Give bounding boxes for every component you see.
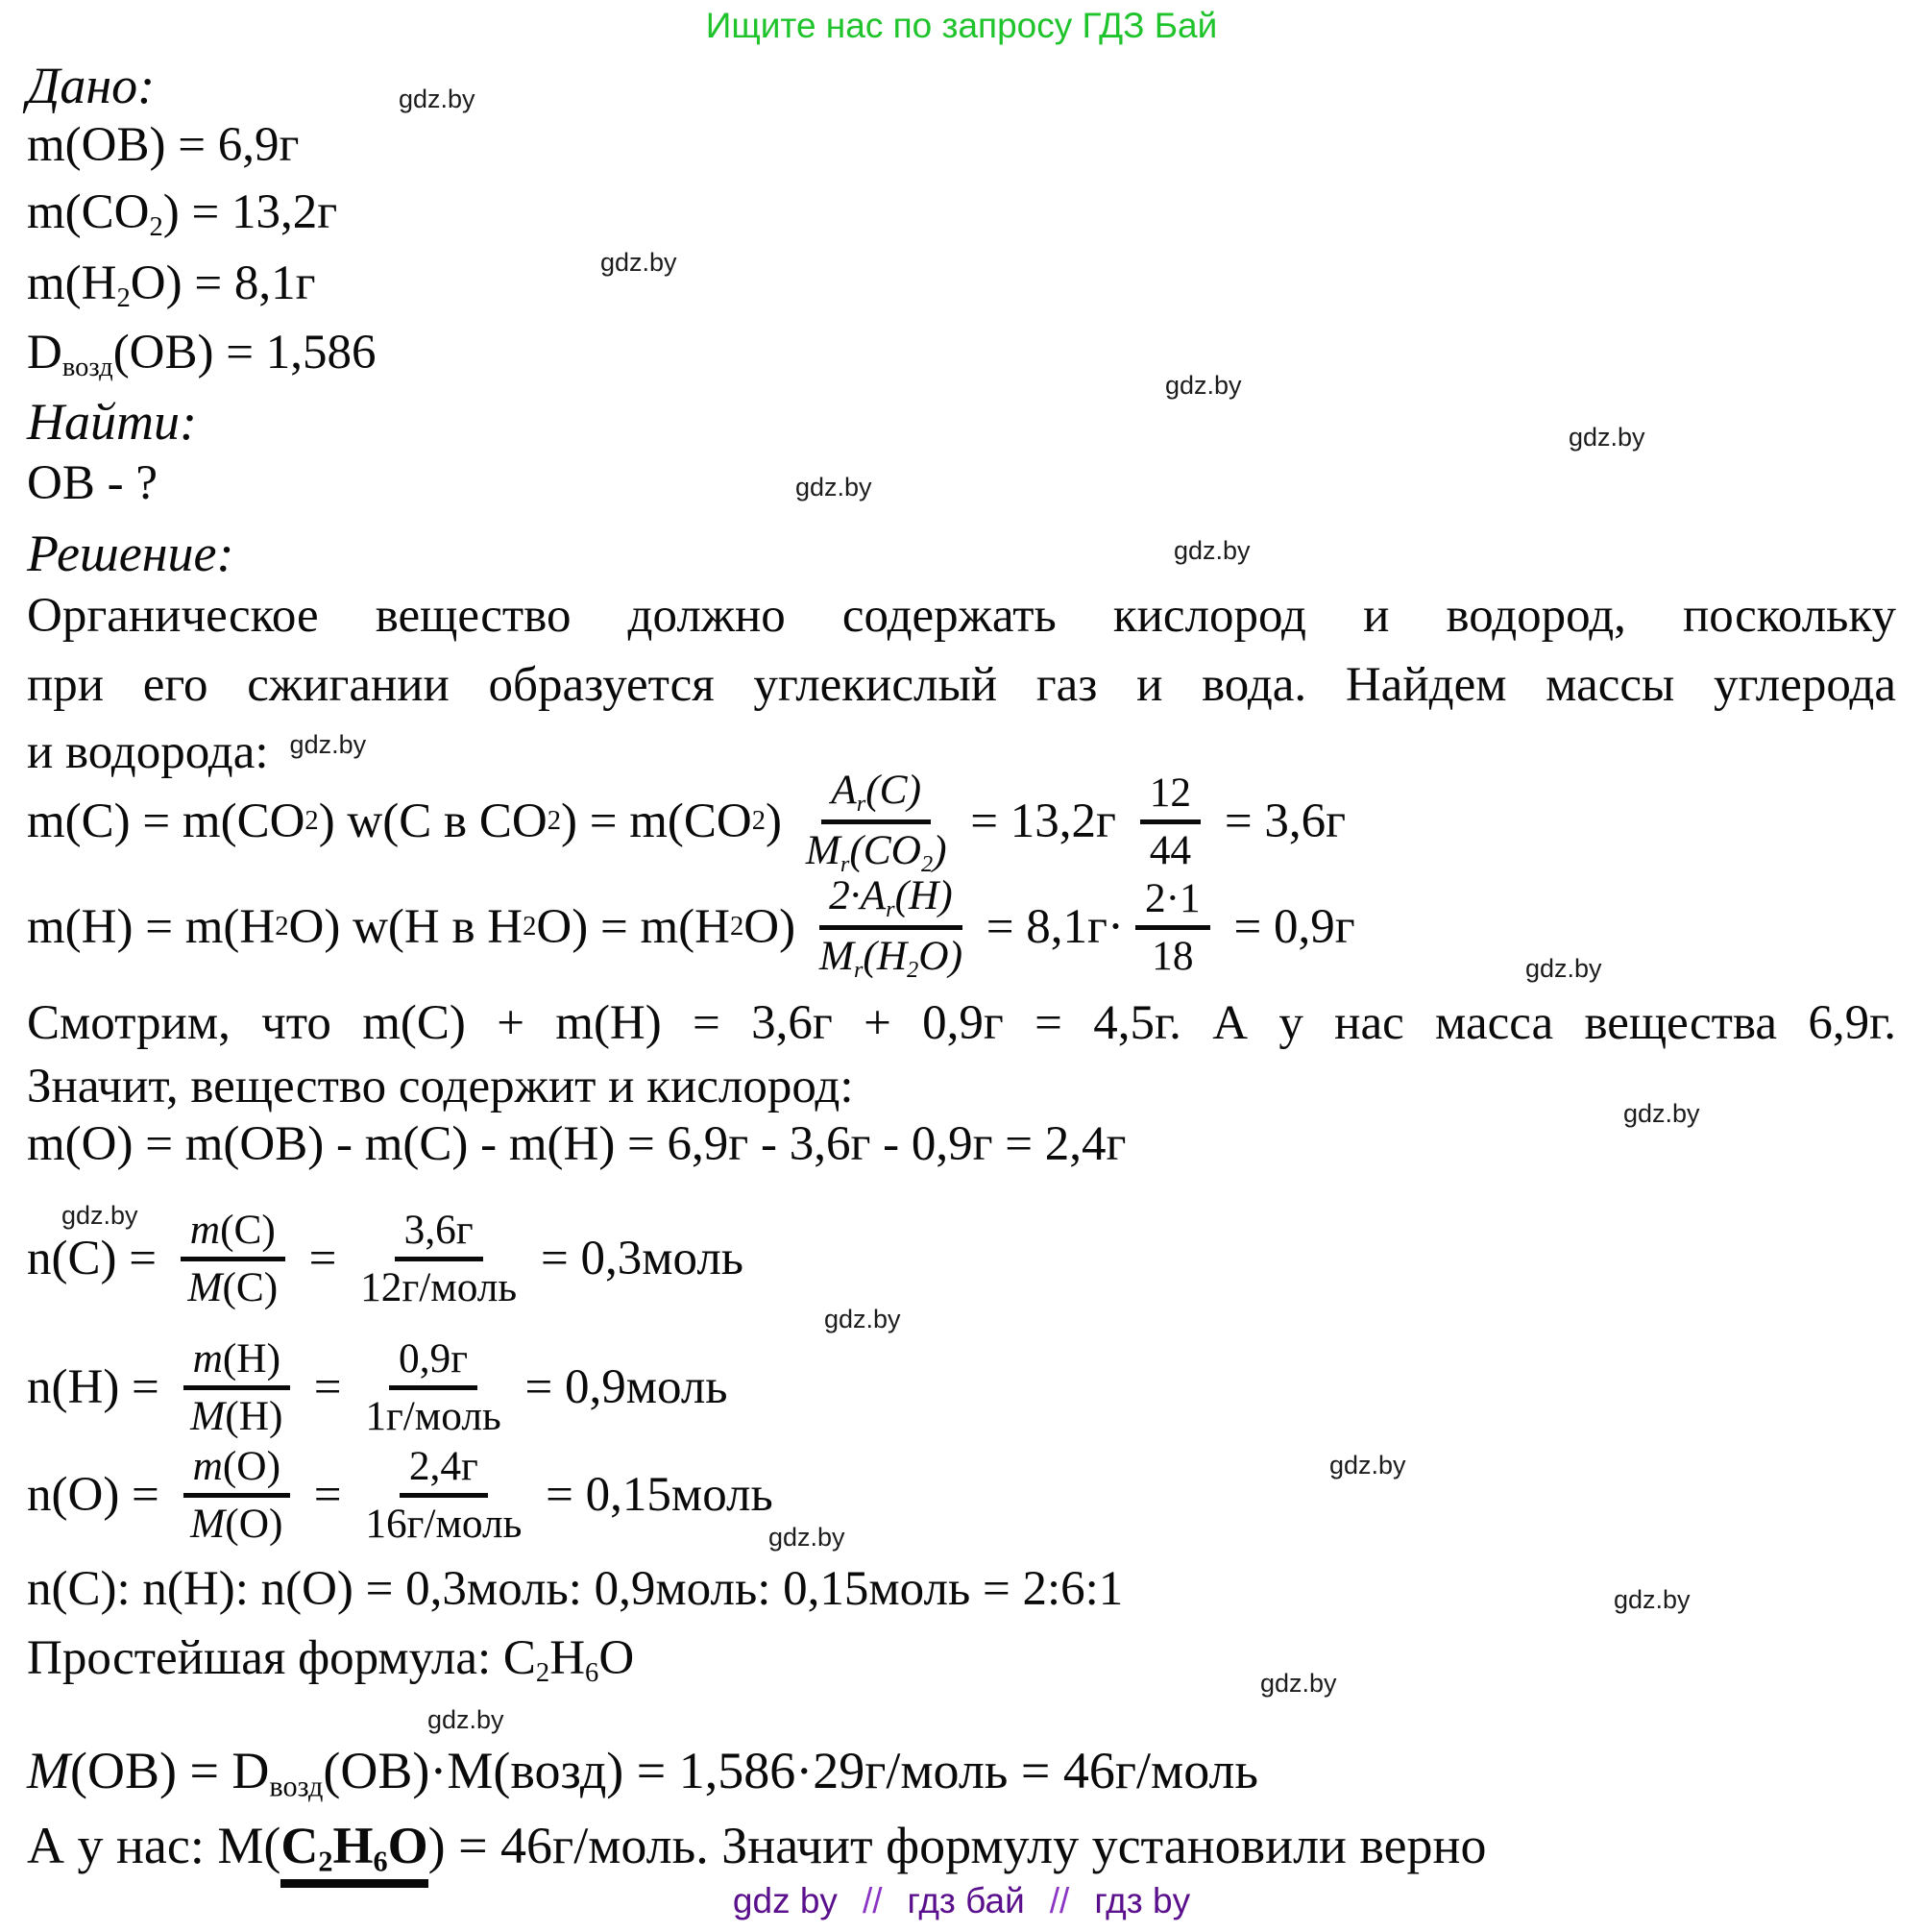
gdz-watermark: gdz.by [1260,1669,1337,1698]
footer-separator-1: // [862,1881,883,1920]
formula-mass-hydrogen: m(H) = m(H 2 O) w(H в H 2 O) = m(H 2 O) $\frac{2\cdot Ar(H)}{Mr(H2O)}$ = 8,1г· $\frac{2\cdot 1}{18}$ = 0,9г [27,872,1355,983]
fraction: $\frac{3,6г}{\text{12г/моль}}$ [360,1207,518,1310]
gdz-watermark: gdz.by [1165,371,1242,400]
gdz-watermark: gdz.by [824,1305,901,1333]
solution-paragraph-line3-text: и водорода: [27,725,269,779]
formula-moles-oxygen: n(О) = $\frac{m(О)}{M(О)}$ = $\frac{2,4г}{\text{16г/моль}}$ = 0,15моль [27,1443,773,1547]
gdz-watermark: gdz.by [795,473,872,501]
given-density-air: $D_{возд}(ОВ) = 1,586$ [27,326,377,382]
gdz-watermark: gdz.by [61,1201,138,1230]
gdz-watermark: gdz.by [1525,954,1602,983]
fraction: $\frac{0,9г}{\text{1г/моль}}$ [365,1335,501,1439]
footer-brand-3: гдз by [1094,1881,1191,1920]
page-title: Ищите нас по запросу ГДЗ Бай [705,6,1218,45]
gdz-watermark: gdz.by [1174,536,1251,565]
empirical-formula-line: Простейшая формула: $C_2H_6O$ [27,1631,635,1688]
given-label: Дано: [27,57,156,114]
gdz-watermark: gdz.by [1614,1585,1691,1614]
fraction: $\frac{12}{44}$ [1140,770,1201,873]
footer-separator-2: // [1049,1881,1070,1920]
fraction: $\frac{Ar(C)}{Mr(CO2)}$ [805,767,947,877]
gdz-watermark: gdz.by [768,1523,845,1552]
fraction: $\frac{2\cdot 1}{18}$ [1135,875,1210,979]
fraction: $\frac{m(C)}{M(C)}$ [181,1207,285,1310]
check-sum-line: Смотрим, что m(C) + m(H) = 3,6г + 0,9г = 4,5г. А у нас масса вещества 6,9г. [27,996,1896,1050]
formula-moles-carbon: n(C) = $\frac{m(C)}{M(C)}$ = $\frac{3,6г}{\text{12г/моль}}$ = 0,3моль [27,1207,744,1310]
given-mass-ov: m(ОВ) = 6,9г [27,118,300,172]
verification-line: А у нас: М(C2H6O) = 46г/моль. Значит формулу установили верно [27,1816,1896,1888]
footer-brand-1: gdz by [732,1881,838,1920]
given-mass-h2o: $m(H_2O) = 8,1г$ [27,257,316,313]
fraction: $\frac{m(О)}{M(О)}$ [183,1443,290,1547]
solution-label: Решение: [27,525,234,582]
gdz-watermark: gdz.by [289,730,367,760]
fraction: $\frac{2,4г}{\text{16г/моль}}$ [365,1443,523,1547]
find-label: Найти: [27,393,197,451]
molar-mass-line: $М(ОВ) = D_{возд}(ОВ)\cdot М(возд)$ = 1,586·29г/моль = 46г/моль [27,1742,1259,1803]
find-value: ОВ - ? [27,456,158,510]
gdz-watermark: gdz.by [1569,423,1645,452]
footer-brand-2: гдз бай [907,1881,1025,1920]
footer [0,1881,1923,1921]
formula-mass-carbon: m(C) = m(CO 2 ) w(C в CO 2 ) = m(CO 2 ) $\frac{Ar(C)}{Mr(CO2)}$ = 13,2г $\frac{12}{44}$ = 3,6г [27,767,1347,877]
fraction: $\frac{m(H)}{M(H)}$ [183,1335,290,1439]
mole-ratio-line: n(C): n(H): n(О) = 0,3моль: 0,9моль: 0,15моль = 2:6:1 [27,1562,1124,1616]
conclusion-oxygen: Значит, вещество содержит и кислород: [27,1060,854,1113]
gdz-watermark: gdz.by [399,85,475,113]
gdz-watermark: gdz.by [1623,1099,1700,1128]
gdz-watermark: gdz.by [600,248,677,277]
given-mass-co2: $m(CO_2) = 13,2г$ [27,185,338,242]
formula-mass-oxygen: m(О) = m(ОВ) - m(C) - m(H) = 6,9г - 3,6г - 0,9г = 2,4г [27,1117,1127,1171]
solution-paragraph-line2: при его сжигании образуется углекислый газ и вода. Найдем массы углерода [27,658,1896,712]
gdz-watermark: gdz.by [1329,1451,1406,1480]
formula-moles-hydrogen: n(H) = $\frac{m(H)}{M(H)}$ = $\frac{0,9г}{\text{1г/моль}}$ = 0,9моль [27,1335,728,1439]
solution-paragraph-line1: Органическое вещество должно содержать кислород и водород, поскольку [27,589,1896,643]
gdz-watermark: gdz.by [427,1705,504,1734]
fraction: $\frac{2\cdot Ar(H)}{Mr(H2O)}$ [818,872,963,983]
